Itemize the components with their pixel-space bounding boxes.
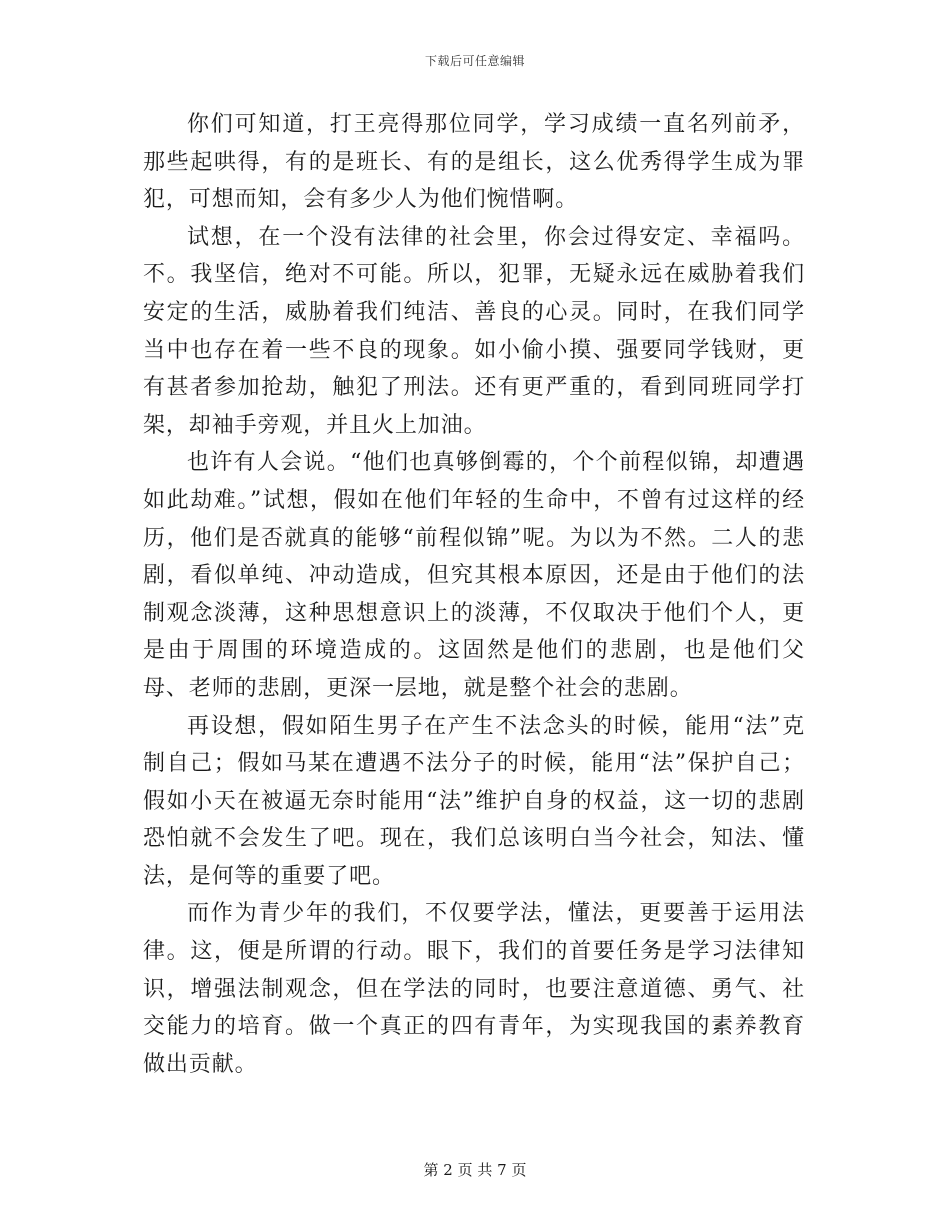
paragraph-5: 而作为青少年的我们，不仅要学法，懂法，更要善于运用法律。这，便是所谓的行动。眼下，我们的首要任务是学习法律知识，增强法制观念，但在学法的同时，也要注意道德、勇气、社交能力的培育。做一个真正的四有青年，为实现我国的素养教育做出贡献。 <box>143 901 805 1077</box>
page-header-note: 下载后可任意编辑 <box>424 54 525 68</box>
document-body <box>143 106 805 1083</box>
paragraph-1: 你们可知道，打王亮得那位同学，学习成绩一直名列前矛，那些起哄得，有的是班长、有的是组长，这么优秀得学生成为罪犯，可想而知，会有多少人为他们惋惜啊。 <box>143 112 805 213</box>
paragraph-2: 试想，在一个没有法律的社会里，你会过得安定、幸福吗。不。我坚信，绝对不可能。所以，犯罪，无疑永远在威胁着我们安定的生活，威胁着我们纯洁、善良的心灵。同时，在我们同学当中也存在着一些不良的现象。如小偷小摸、强要同学钱财，更有甚者参加抢劫，触犯了刑法。还有更严重的，看到同班同学打架，却袖手旁观，并且火上加油。 <box>143 224 805 438</box>
paragraph-3: 也许有人会说。“他们也真够倒霉的，个个前程似锦，却遭遇如此劫难。”试想，假如在他们年轻的生命中，不曾有过这样的经历，他们是否就真的能够“前程似锦”呢。为以为不然。二人的悲剧，看似单纯、冲动造成，但究其根本原因，还是由于他们的法制观念淡薄，这种思想意识上的淡薄，不仅取决于他们个人，更是由于周围的环境造成的。这固然是他们的悲剧，也是他们父母、老师的悲剧，更深一层地，就是整个社会的悲剧。 <box>143 450 805 701</box>
paragraph-4: 再设想，假如陌生男子在产生不法念头的时候，能用“法”克制自己；假如马某在遭遇不法分子的时候，能用“法”保护自己；假如小天在被逼无奈时能用“法”维护自身的权益，这一切的悲剧恐怕就不会发生了吧。现在，我们总该明白当今社会，知法、懂法，是何等的重要了吧。 <box>143 713 805 889</box>
page-number: 第 2 页 共 7 页 <box>423 1161 527 1179</box>
